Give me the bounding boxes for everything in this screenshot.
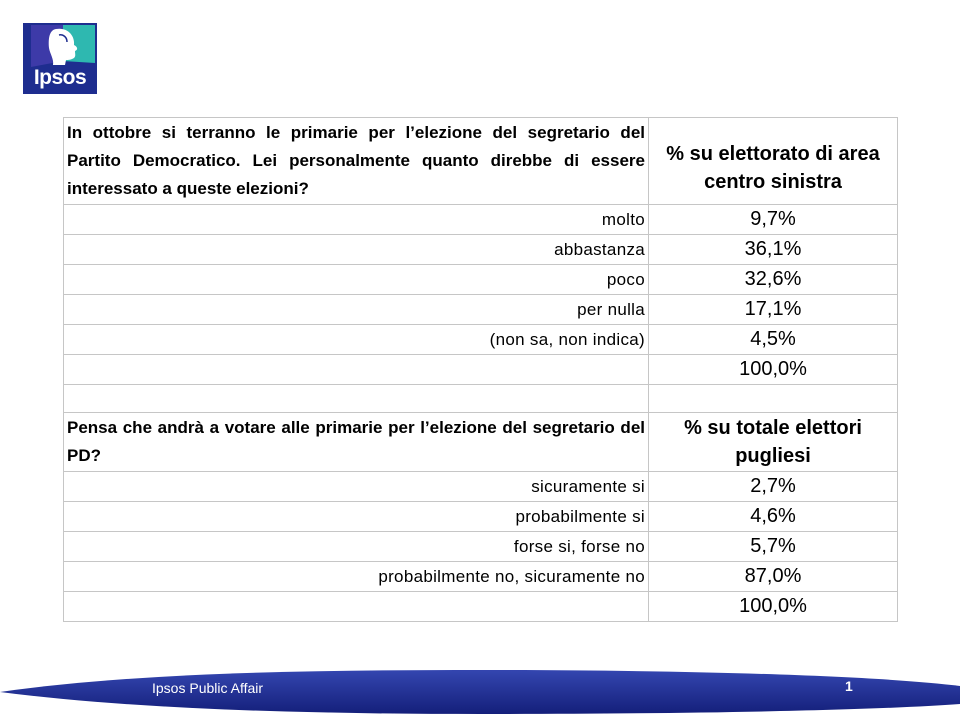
empty-cell [64,385,649,413]
ipsos-logo [23,23,97,94]
footer-bar [0,670,960,714]
option-label: per nulla [64,295,649,325]
section1-column-header [649,118,898,205]
section2-total-row [64,592,898,622]
table-row [64,205,898,235]
table-row [64,502,898,532]
table-row [64,265,898,295]
section2-column-header: % su totale elettori pugliesi [649,413,898,472]
table-row [64,295,898,325]
section2-total: 100,0% [649,592,898,622]
empty-cell [649,385,898,413]
section1-total: 100,0% [649,355,898,385]
option-label: poco [64,265,649,295]
section1-column-header-text: % su elettorato di area centro sinistra [666,143,880,193]
option-value: 2,7% [649,472,898,502]
option-value: 32,6% [649,265,898,295]
option-value: 87,0% [649,562,898,592]
section2-header-row [64,413,898,472]
table-row [64,235,898,265]
option-label: sicuramente si [64,472,649,502]
option-label: (non sa, non indica) [64,325,649,355]
survey-table [63,117,898,622]
logo-text: Ipsos [33,66,87,89]
option-value: 9,7% [649,205,898,235]
empty-cell [64,592,649,622]
page-number: 1 [845,678,853,694]
footer-ellipse [0,670,960,714]
option-label: molto [64,205,649,235]
section1-header-row [64,118,898,205]
option-value: 4,5% [649,325,898,355]
option-label: abbastanza [64,235,649,265]
option-label: forse si, forse no [64,532,649,562]
option-value: 36,1% [649,235,898,265]
table-row [64,472,898,502]
section2-question: Pensa che andrà a votare alle primarie per l’elezione del segretario del PD? [64,413,649,472]
option-label: probabilmente si [64,502,649,532]
option-value: 17,1% [649,295,898,325]
option-label: probabilmente no, sicuramente no [64,562,649,592]
section1-total-row [64,355,898,385]
spacer-row [64,385,898,413]
option-value: 4,6% [649,502,898,532]
table-row [64,562,898,592]
table-row [64,325,898,355]
section1-question: In ottobre si terranno le primarie per l’elezione del segretario del Partito Democratico. Lei personalmente quanto direbbe di essere interessato a queste elezioni? [64,118,649,205]
table-row [64,532,898,562]
footer-label: Ipsos Public Affair [152,680,264,696]
empty-cell [64,355,649,385]
option-value: 5,7% [649,532,898,562]
